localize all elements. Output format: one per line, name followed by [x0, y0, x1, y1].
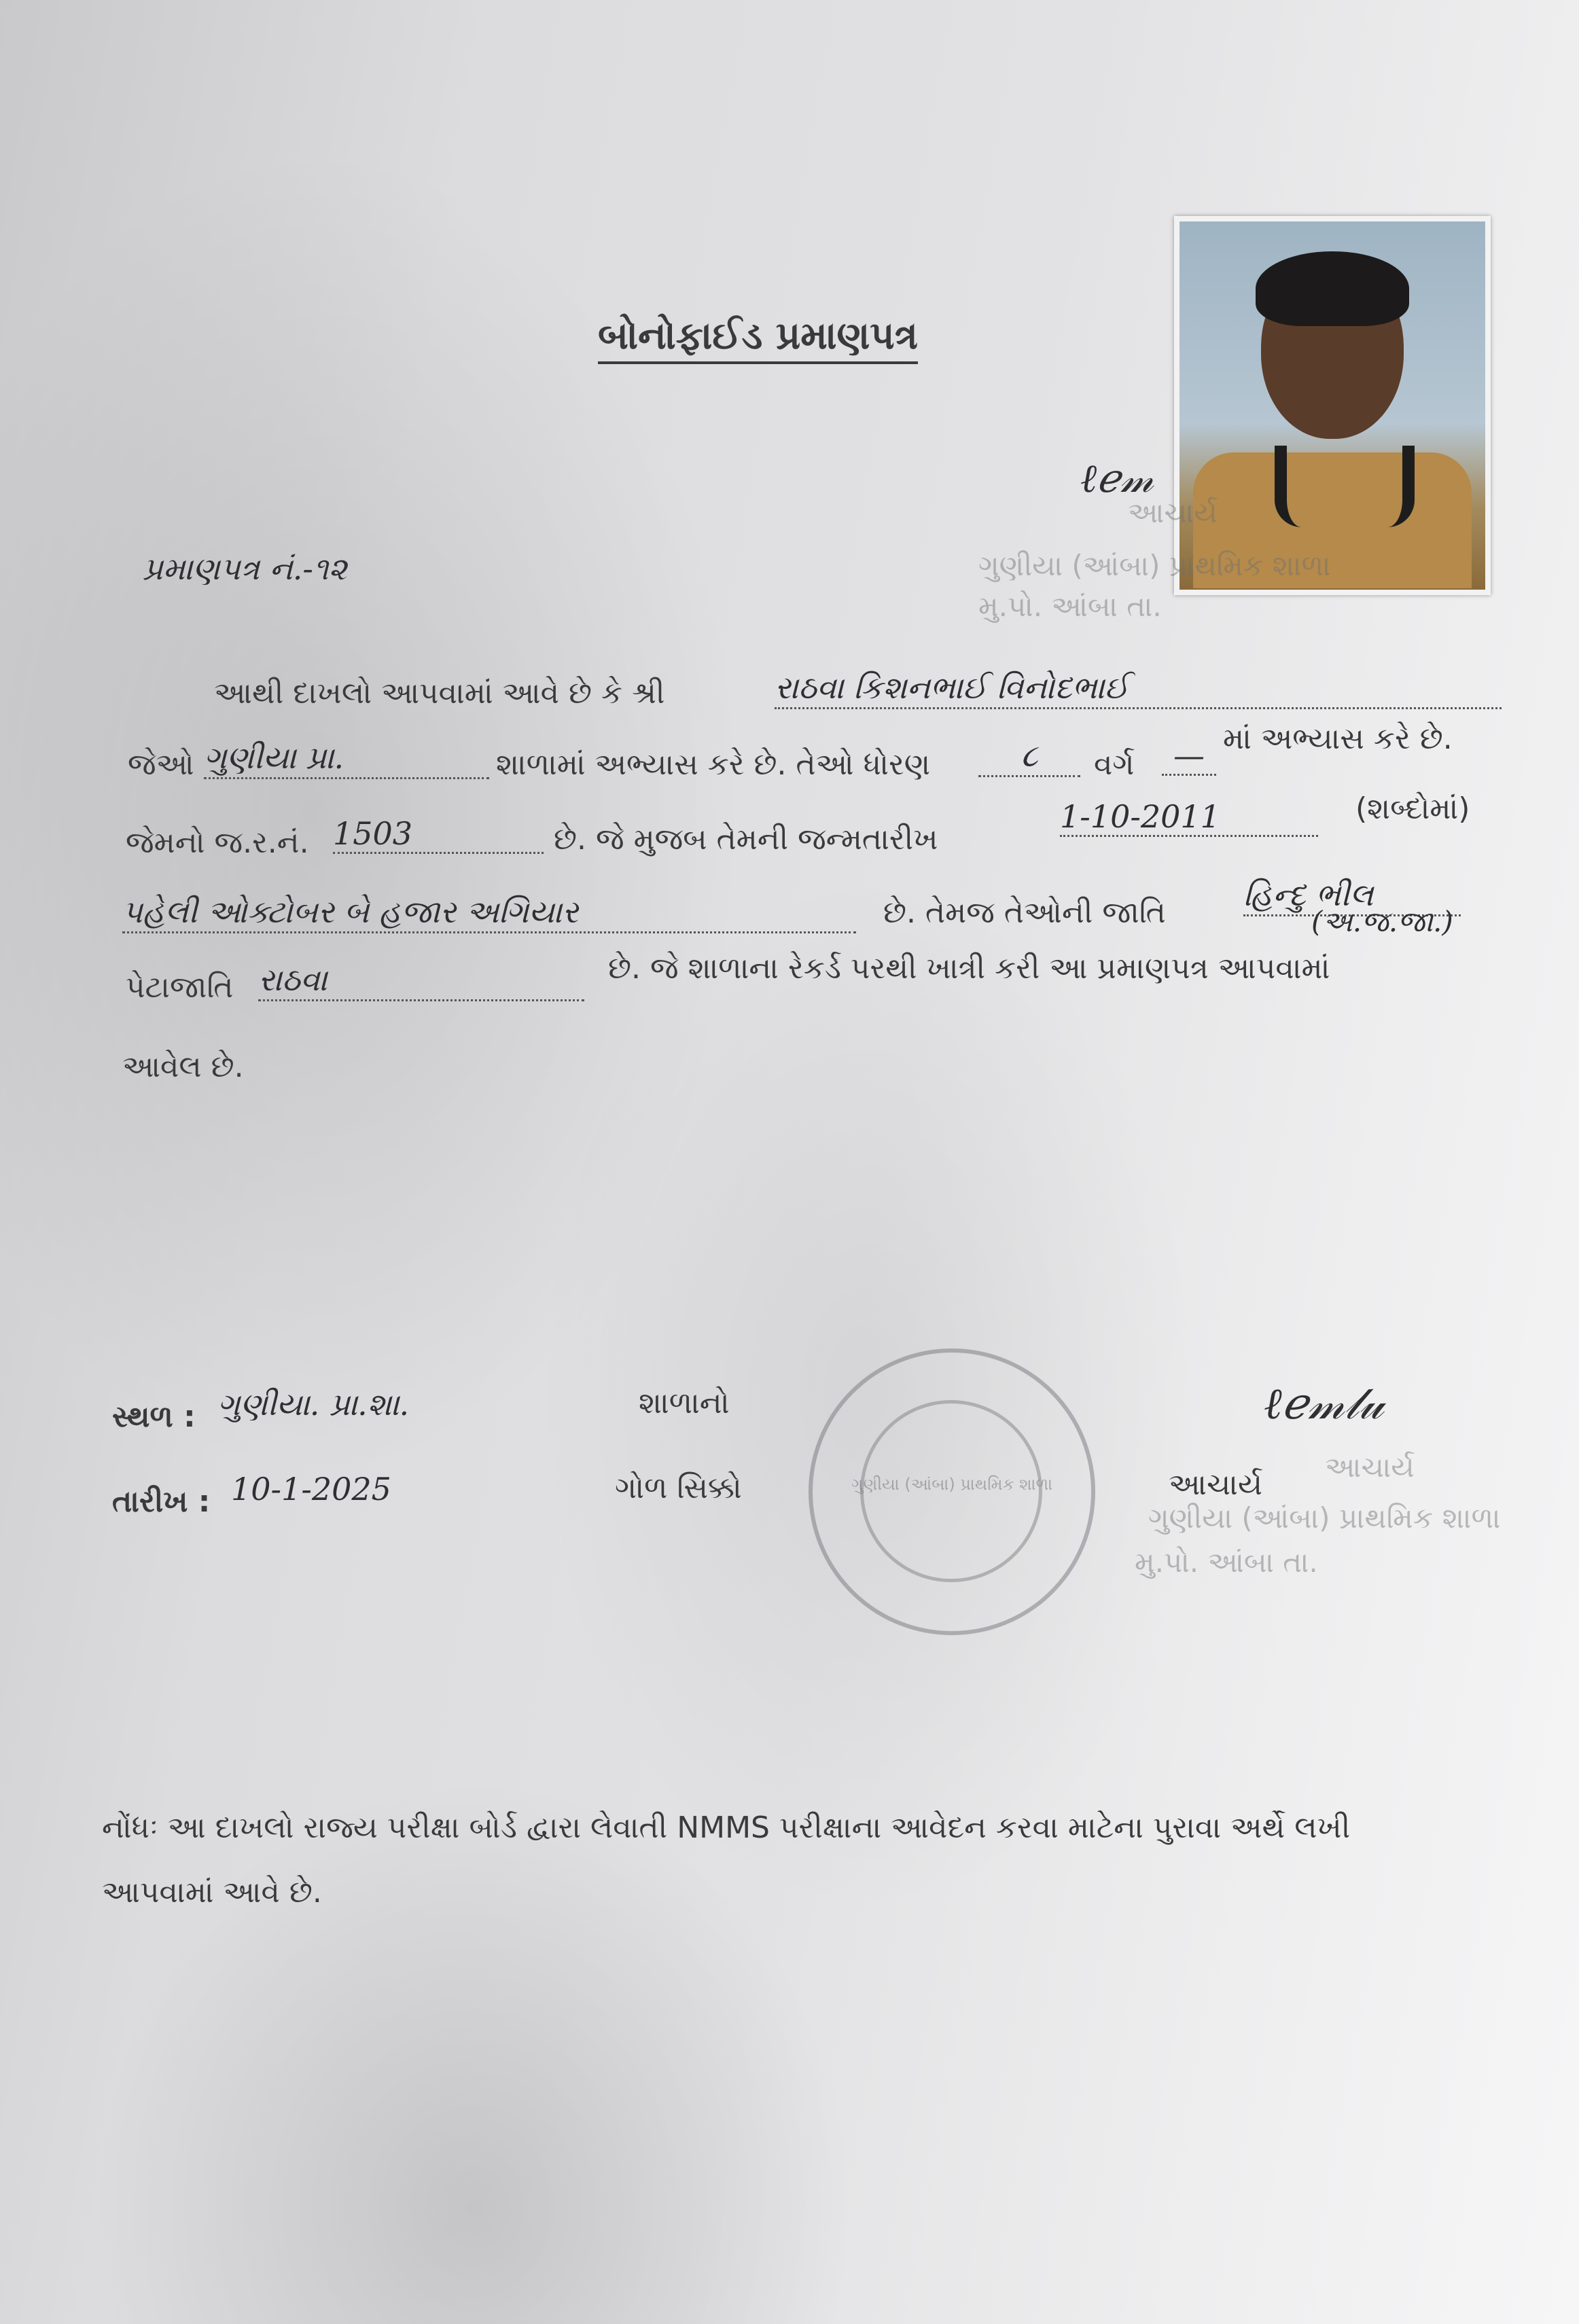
body-line6: આવેલ છે. [122, 1050, 244, 1084]
body-line3-c: (શબ્દોમાં) [1355, 791, 1470, 826]
caste: હિન્દુ ભીલ [1243, 876, 1461, 916]
body-line5-a: પેટાજાતિ [126, 970, 234, 1005]
principal-stamp-line1: આચાર્ય [1325, 1450, 1415, 1484]
photo-hair [1256, 251, 1409, 326]
caste-note: (અ.જ.જા.) [1311, 905, 1453, 938]
round-seal [809, 1348, 1095, 1635]
body-line3-a: જેમનો જ.ર.નં. [126, 825, 309, 860]
standard: ૮ [978, 737, 1080, 777]
body-line2-a: જેઓ [128, 747, 194, 782]
photo-stamp-line2: ગુણીયા (આંબા) પ્રાથમિક શાળા [978, 549, 1331, 582]
principal-stamp-line3: મુ.પો. આંબા તા. [1135, 1545, 1318, 1579]
photo-collar [1275, 446, 1415, 527]
photo-signature: ℓℯ𝓂 [1080, 455, 1154, 501]
body-line2-c: વર્ગ [1094, 747, 1135, 782]
body-line1-start: આથી દાખલો આપવામાં આવે છે કે શ્રી [214, 676, 665, 711]
photo-stamp-line3: મુ.પો. આંબા તા. [978, 590, 1162, 623]
birth-date-words: પહેલી ઓક્ટોબર બે હજાર અગિયાર [122, 893, 856, 933]
body-line4-b: છે. તેમજ તેઓની જાતિ [883, 895, 1166, 930]
date-value: 10-1-2025 [231, 1471, 391, 1507]
principal-label: આચાર્ય [1169, 1467, 1262, 1502]
school-label: શાળાનો [639, 1386, 730, 1420]
round-seal-text: ગુણીયા (આંબા) પ્રાથમિક શાળા [851, 1475, 1053, 1494]
subcaste: રાઠવા [258, 961, 584, 1001]
body-line2-b: શાળામાં અભ્યાસ કરે છે. તેઓ ધોરણ [496, 747, 931, 782]
school-name: ગુણીયા પ્રા. [204, 739, 489, 779]
student-photo [1174, 216, 1491, 595]
principal-signature: ℓℯ𝓂𝓁𝓊 [1264, 1379, 1384, 1429]
note-line1: નોંધઃ આ દાખલો રાજ્ય પરીક્ષા બોર્ડ દ્વારા લેવાતી NMMS પરીક્ષાના આવેદન કરવા માટેના પુરાવા અર્થે લખી [102, 1810, 1351, 1845]
serial-number: પ્રમાણપત્ર નં.-૧૨ [143, 550, 347, 587]
birth-date: 1-10-2011 [1060, 798, 1318, 837]
register-number: 1503 [333, 815, 544, 854]
date-label: તારીખ : [112, 1484, 211, 1519]
page-title: બોનોફાઈડ પ્રમાણપત્ર [598, 314, 918, 364]
body-line5-b: છે. જે શાળાના રેકર્ડ પરથી ખાત્રી કરી આ પ્રમાણપત્ર આપવામાં [608, 951, 1330, 986]
student-name: રાઠવા કિશનભાઈ વિનોદભાઈ [775, 669, 1502, 709]
photo-stamp-line1: આચાર્ય [1128, 496, 1218, 529]
body-line3-b: છે. જે મુજબ તેમની જન્મતારીખ [554, 822, 938, 857]
place-label: સ્થળ : [112, 1399, 196, 1434]
note-line2: આપવામાં આવે છે. [102, 1875, 322, 1910]
principal-stamp-line2: ગુણીયા (આંબા) પ્રાથમિક શાળા [1148, 1501, 1501, 1535]
division: — [1162, 737, 1216, 776]
place-value: ગુણીયા. પ્રા.શા. [217, 1386, 410, 1423]
seal-label: ગોળ સિક્કો [615, 1471, 742, 1505]
body-line2-d: માં અભ્યાસ કરે છે. [1223, 721, 1453, 756]
